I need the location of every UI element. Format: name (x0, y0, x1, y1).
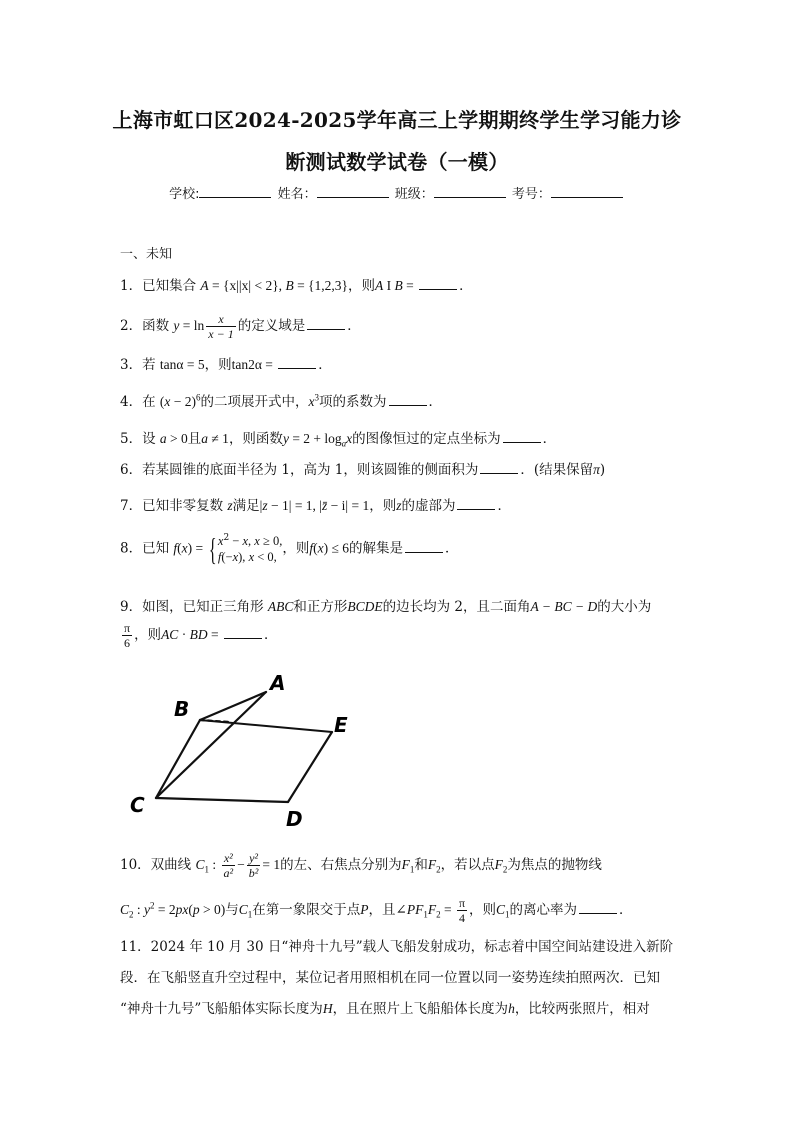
title-line-1: 上海市虹口区2024-2025学年高三上学期期终学生学习能力诊 (112, 108, 682, 132)
exam-no-label: 考号： (511, 187, 551, 202)
label-C: C (130, 793, 145, 817)
label-B: B (174, 697, 190, 721)
answer-blank (419, 278, 457, 290)
edge-DC (156, 798, 288, 802)
label-A: A (270, 671, 286, 695)
answer-blank (579, 902, 617, 914)
question-3: 3．若 tanα = 5，则tan2α = ． (120, 357, 332, 373)
question-2: 2．函数 y = ln $\frac{x}{x - 1}$ 的定义域是 ． (120, 312, 361, 341)
edge-ED (288, 732, 332, 802)
question-11-line-3: “神舟十九号”飞船船体实际长度为H，且在照片上飞船船体长度为h，比较两张照片，相对 (120, 1001, 650, 1017)
question-6: 6．若某圆锥的底面半径为 1，高为 1，则该圆锥的侧面积为 ．(结果保留π) (120, 462, 606, 478)
question-9-line-1: 9．如图，已知正三角形 ABC和正方形BCDE的边长均为 2，且二面角A − BC − D的大小为 (120, 599, 652, 615)
geometry-figure (120, 660, 380, 840)
question-1: 1．已知集合 A = {x||x| < 2}, B = {1,2,3}，则A I B = ． (120, 278, 473, 294)
answer-blank (503, 431, 541, 443)
question-9-line-2: $\frac{\pi}{6}$ ，则AC · BD = ． (124, 621, 278, 650)
answer-blank (307, 318, 345, 330)
question-8: 8．已知 f(x) = { $x^2 - x$, x ≥ 0, f(−x), x < 0,，则f(x) ≤ 6的解集是 ． (120, 531, 459, 568)
title-line-2: 断测试数学试卷（一模） (285, 150, 509, 174)
school-label: 学校: (169, 187, 200, 202)
answer-blank (405, 541, 443, 553)
name-blank (317, 185, 389, 198)
question-11-line-2: 段．在飞船竖直升空过程中，某位记者用照相机在同一位置以同一姿势连续拍照两次．已知 (120, 970, 660, 986)
question-5: 5．设 a > 0且a ≠ 1，则函数$y = 2 + \log_ax$的图像恒过的定点坐标为 ． (120, 431, 557, 449)
question-10-line-1: 10．双曲线 $C_1$ : $\frac{\text{x²}}{\text{a²}}$ − $\frac{\text{y²}}{\text{b²}}$ = 1的左、右焦点分别为$F_1$和$F_2$，若以点$F_2$为焦点的抛物线 (120, 851, 602, 880)
label-E: E (334, 713, 348, 737)
section-heading: 一、未知 (120, 247, 173, 262)
question-10-line-2: $C_2$ : $y^2 = 2px(p > 0)$与$C_1$在第一象限交于点P，且$\angle PF_1F_2$ = $\frac{\pi}{4}$ ，则$C_1$的离心率为 ． (120, 896, 633, 925)
student-info-line (0, 183, 794, 202)
answer-blank (278, 357, 316, 369)
edge-CE (156, 692, 266, 798)
class-label: 班级： (394, 187, 434, 202)
question-4: 4．在 $(x - 2)^6$的二项展开式中，$x^3$项的系数为 ． (120, 392, 442, 410)
class-blank (434, 185, 506, 198)
answer-blank (224, 627, 262, 639)
edge-BA (200, 692, 266, 720)
answer-blank (389, 394, 427, 406)
question-11-line-1: 11．2024 年 10 月 30 日“神舟十九号”载人飞船发射成功，标志着中国空间站建设进入新阶 (120, 939, 674, 955)
label-D: D (286, 807, 303, 831)
question-7: 7．已知非零复数 z满足|z − 1| = 1, |z̄ − i| = 1，则z的虚部为 ． (120, 498, 511, 514)
exam-no-blank (551, 185, 623, 198)
school-blank (199, 185, 271, 198)
edge-CB (156, 720, 200, 798)
answer-blank (457, 498, 495, 510)
answer-blank (480, 462, 518, 474)
name-label: 姓名： (277, 187, 317, 202)
